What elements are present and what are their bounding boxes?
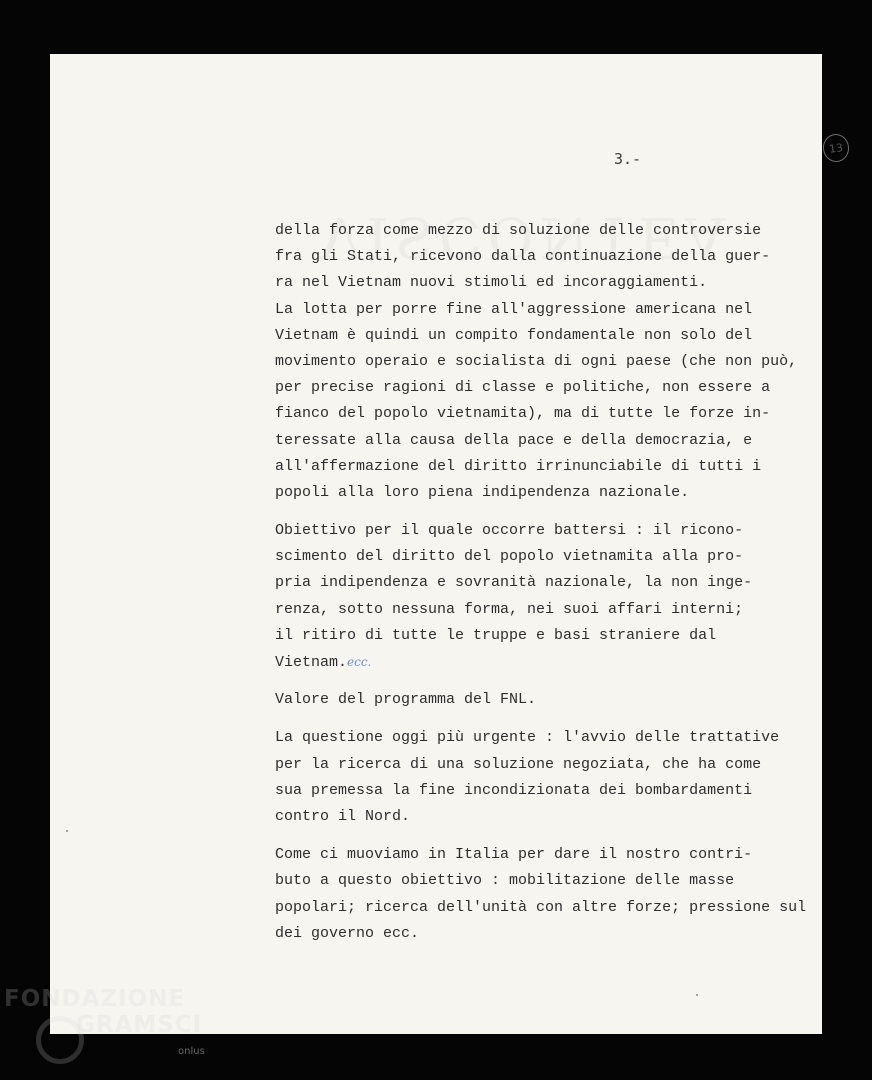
text-line: il ritiro di tutte le truppe e basi straniere dal [275,626,717,644]
handwritten-annotation: ecc. [347,655,372,669]
archive-page-stamp: 13 [821,132,851,163]
text-line: scimento del diritto del popolo vietnamita alla pro- [275,548,744,566]
logo-line-1: FONDAZIONE [4,986,186,1012]
text-line: Come ci muoviamo in Italia per dare il nostro contri- [275,846,753,864]
paragraph-1 [275,218,815,506]
text-line-with-annotation [275,649,815,675]
text-line: sua premessa la fine incondizionata dei bombardamenti [275,781,753,799]
page-number: 3.- [614,150,642,168]
text-line: per precise ragioni di classe e politiche, non essere a [275,379,771,397]
text-line: all'affermazione del diritto irrinunciabile di tutti i [275,457,762,475]
text-line: dei governo ecc. [275,924,420,942]
text-line: Obiettivo per il quale occorre battersi : il ricono- [275,522,744,540]
text-line: Valore del programma del FNL. [275,691,537,709]
paper-speck [66,830,68,832]
typed-text [275,218,815,959]
paragraph-4 [275,725,815,830]
text-line: popolari; ricerca dell'unità con altre forze; pressione sul [275,898,807,916]
text-line: renza, sotto nessuna forma, nei suoi affari interni; [275,600,744,618]
text-line: popoli alla loro piena indipendenza nazionale. [275,483,690,501]
text-line: movimento operaio e socialista di ogni paese (che non può, [275,352,798,370]
paragraph-5 [275,842,815,947]
logo-suffix: onlus [178,1046,205,1057]
text-line: Vietnam. [275,654,348,671]
text-line: fra gli Stati, ricevono dalla continuazione della guer- [275,248,771,266]
logo-line-2: GRAMSCI [76,1012,203,1038]
text-line: teressate alla causa della pace e della democrazia, e [275,431,753,449]
text-line: Vietnam è quindi un compito fondamentale non solo del [275,326,753,344]
text-line: pria indipendenza e sovranità nazionale, la non inge- [275,574,753,592]
paragraph-2 [275,518,815,675]
paper-speck [696,994,698,996]
text-line: contro il Nord. [275,807,411,825]
text-line: buto a questo obiettivo : mobilitazione delle masse [275,872,735,890]
text-line: fianco del popolo vietnamita), ma di tutte le forze in- [275,405,771,423]
paragraph-3 [275,687,815,713]
text-line: La lotta per porre fine all'aggressione americana nel [275,300,753,318]
text-line: della forza come mezzo di soluzione delle controversie [275,222,762,239]
fondazione-gramsci-logo [4,986,214,1076]
text-line: ra nel Vietnam nuovi stimoli ed incoraggiamenti. [275,274,708,292]
text-line: La questione oggi più urgente : l'avvio delle trattative [275,729,780,747]
text-line: per la ricerca di una soluzione negoziata, che ha come [275,755,762,773]
